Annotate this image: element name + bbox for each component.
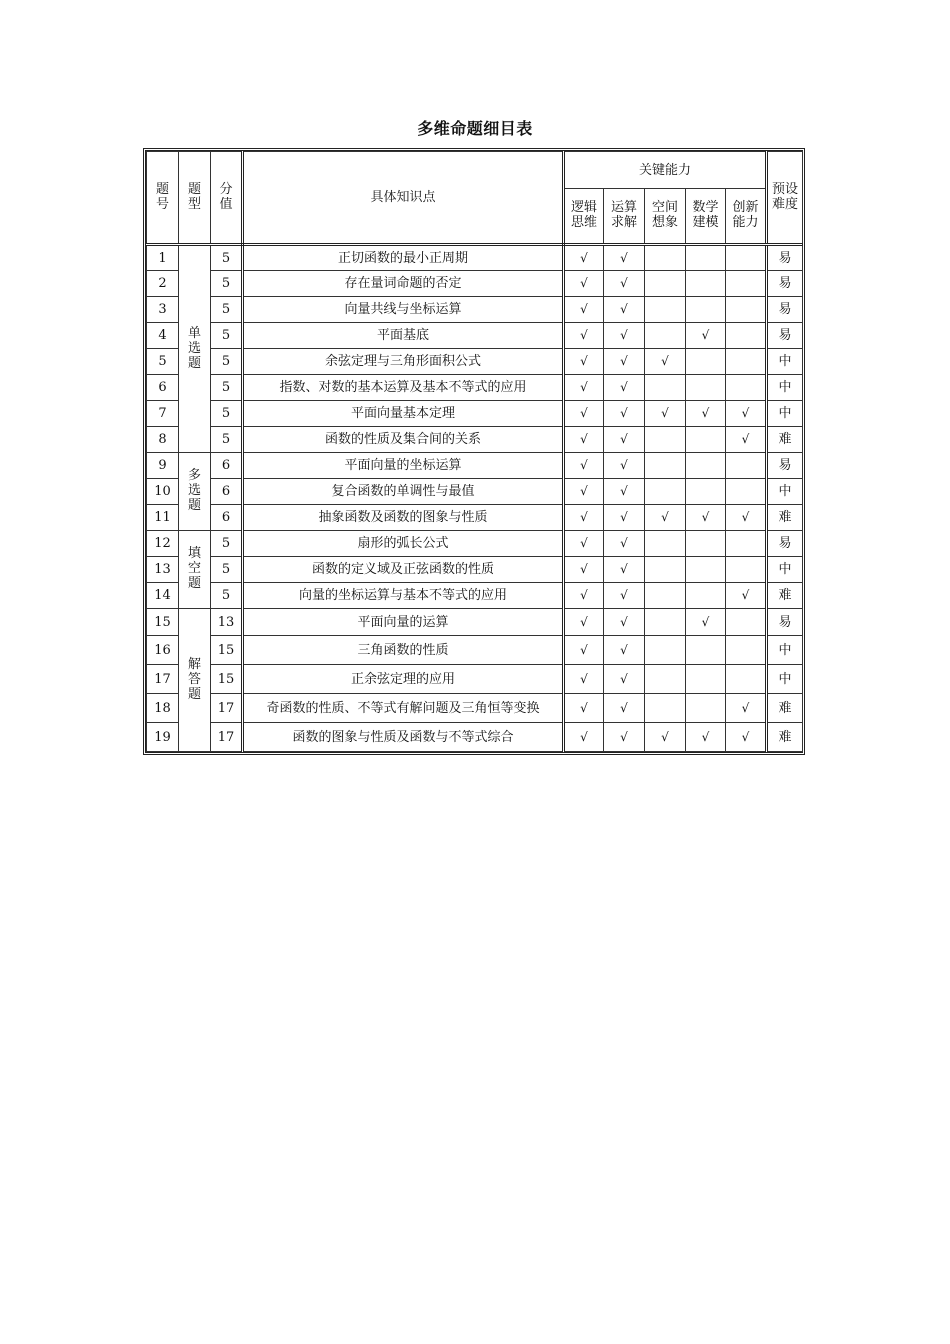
row-ability-cell <box>686 636 726 665</box>
check-icon: √ <box>620 354 628 368</box>
table-row <box>147 427 803 453</box>
check-icon: √ <box>741 588 750 602</box>
header-type: 题型 <box>179 152 211 245</box>
row-ability-cell <box>645 323 686 349</box>
check-icon: √ <box>580 510 588 524</box>
row-num: 11 <box>147 505 179 531</box>
row-ability-cell <box>604 271 645 297</box>
row-knowledge-point: 指数、对数的基本运算及基本不等式的应用 <box>243 375 564 401</box>
check-icon: √ <box>620 302 628 316</box>
check-icon: √ <box>741 510 750 524</box>
row-ability-cell <box>686 609 726 636</box>
row-knowledge-point: 复合函数的单调性与最值 <box>243 479 564 505</box>
row-ability-cell <box>604 297 645 323</box>
check-icon: √ <box>620 328 628 342</box>
check-icon: √ <box>580 614 588 629</box>
check-icon: √ <box>580 729 588 744</box>
header-ability-model: 数学建模 <box>686 189 726 245</box>
table-row <box>147 583 803 609</box>
row-score: 6 <box>211 505 243 531</box>
row-knowledge-point: 向量的坐标运算与基本不等式的应用 <box>243 583 564 609</box>
row-ability-cell <box>645 427 686 453</box>
check-icon: √ <box>661 354 669 368</box>
row-difficulty: 难 <box>767 694 803 723</box>
row-knowledge-point: 向量共线与坐标运算 <box>243 297 564 323</box>
table-row <box>147 297 803 323</box>
row-knowledge-point: 平面向量的坐标运算 <box>243 453 564 479</box>
table-row <box>147 349 803 375</box>
row-ability-cell <box>604 557 645 583</box>
row-knowledge-point: 函数的定义域及正弦函数的性质 <box>243 557 564 583</box>
row-score: 5 <box>211 323 243 349</box>
row-ability-cell <box>604 665 645 694</box>
row-score: 5 <box>211 583 243 609</box>
row-ability-cell <box>645 479 686 505</box>
row-ability-cell <box>564 636 604 665</box>
row-ability-cell <box>726 479 767 505</box>
check-icon: √ <box>620 406 628 420</box>
check-icon: √ <box>580 700 588 715</box>
row-ability-cell <box>686 323 726 349</box>
row-score: 5 <box>211 245 243 271</box>
row-ability-cell <box>726 297 767 323</box>
check-icon: √ <box>580 354 588 368</box>
check-icon: √ <box>741 729 750 744</box>
row-difficulty: 易 <box>767 453 803 479</box>
check-icon: √ <box>620 562 628 576</box>
table-body <box>147 245 803 752</box>
row-ability-cell <box>726 349 767 375</box>
row-score: 5 <box>211 531 243 557</box>
check-icon: √ <box>661 510 669 524</box>
row-ability-cell <box>726 609 767 636</box>
check-icon: √ <box>580 380 588 394</box>
row-ability-cell <box>645 609 686 636</box>
row-ability-cell <box>686 271 726 297</box>
check-icon: √ <box>580 328 588 342</box>
header-ability-logic: 逻辑思维 <box>564 189 604 245</box>
row-ability-cell <box>564 531 604 557</box>
header-ability-space: 空间想象 <box>645 189 686 245</box>
row-ability-cell <box>645 297 686 323</box>
row-ability-cell <box>645 723 686 752</box>
row-knowledge-point: 存在量词命题的否定 <box>243 271 564 297</box>
row-ability-cell <box>564 349 604 375</box>
spec-table-frame <box>143 148 805 755</box>
row-ability-cell <box>564 427 604 453</box>
row-num: 2 <box>147 271 179 297</box>
row-ability-cell <box>726 694 767 723</box>
check-icon: √ <box>620 700 628 715</box>
row-ability-cell <box>686 531 726 557</box>
table-row <box>147 271 803 297</box>
row-ability-cell <box>645 349 686 375</box>
check-icon: √ <box>580 432 588 446</box>
row-ability-cell <box>726 636 767 665</box>
row-num: 6 <box>147 375 179 401</box>
row-ability-cell <box>686 557 726 583</box>
row-difficulty: 易 <box>767 531 803 557</box>
row-ability-cell <box>645 453 686 479</box>
check-icon: √ <box>580 536 588 550</box>
header-ability-calc: 运算求解 <box>604 189 645 245</box>
check-icon: √ <box>580 302 588 316</box>
table-row <box>147 531 803 557</box>
row-score: 5 <box>211 557 243 583</box>
header-ability-innovate: 创新能力 <box>726 189 767 245</box>
row-ability-cell <box>645 665 686 694</box>
row-num: 10 <box>147 479 179 505</box>
row-ability-cell <box>604 479 645 505</box>
row-num: 7 <box>147 401 179 427</box>
check-icon: √ <box>620 614 628 629</box>
row-score: 5 <box>211 375 243 401</box>
row-type-group: 单选题 <box>179 245 211 453</box>
row-knowledge-point: 正切函数的最小正周期 <box>243 245 564 271</box>
table-row <box>147 245 803 271</box>
row-ability-cell <box>604 349 645 375</box>
row-ability-cell <box>726 531 767 557</box>
check-icon: √ <box>580 588 588 602</box>
row-ability-cell <box>604 636 645 665</box>
row-ability-cell <box>686 349 726 375</box>
row-ability-cell <box>686 427 726 453</box>
row-difficulty: 难 <box>767 583 803 609</box>
row-ability-cell <box>726 401 767 427</box>
check-icon: √ <box>741 700 750 715</box>
row-knowledge-point: 平面向量的运算 <box>243 609 564 636</box>
header-key-abilities: 关键能力 <box>564 152 767 189</box>
row-knowledge-point: 平面向量基本定理 <box>243 401 564 427</box>
header-score: 分值 <box>211 152 243 245</box>
row-knowledge-point: 平面基底 <box>243 323 564 349</box>
row-num: 5 <box>147 349 179 375</box>
row-ability-cell <box>604 505 645 531</box>
row-difficulty: 易 <box>767 323 803 349</box>
row-num: 18 <box>147 694 179 723</box>
check-icon: √ <box>620 458 628 472</box>
row-ability-cell <box>726 375 767 401</box>
row-ability-cell <box>564 271 604 297</box>
check-icon: √ <box>580 562 588 576</box>
row-score: 15 <box>211 636 243 665</box>
table-row <box>147 723 803 752</box>
row-ability-cell <box>564 723 604 752</box>
row-ability-cell <box>604 401 645 427</box>
row-difficulty: 易 <box>767 245 803 271</box>
table-row <box>147 665 803 694</box>
row-type-group: 多选题 <box>179 453 211 531</box>
row-ability-cell <box>686 479 726 505</box>
row-ability-cell <box>604 453 645 479</box>
row-ability-cell <box>604 323 645 349</box>
row-ability-cell <box>726 323 767 349</box>
row-ability-cell <box>564 609 604 636</box>
row-num: 13 <box>147 557 179 583</box>
row-ability-cell <box>645 694 686 723</box>
row-score: 13 <box>211 609 243 636</box>
row-num: 8 <box>147 427 179 453</box>
row-ability-cell <box>604 531 645 557</box>
row-type-group: 填空题 <box>179 531 211 609</box>
row-difficulty: 中 <box>767 401 803 427</box>
check-icon: √ <box>741 406 750 420</box>
row-num: 9 <box>147 453 179 479</box>
check-icon: √ <box>580 458 588 472</box>
row-ability-cell <box>564 401 604 427</box>
check-icon: √ <box>620 729 628 744</box>
row-ability-cell <box>564 479 604 505</box>
row-ability-cell <box>564 665 604 694</box>
row-ability-cell <box>686 401 726 427</box>
check-icon: √ <box>580 642 588 657</box>
row-num: 3 <box>147 297 179 323</box>
row-num: 16 <box>147 636 179 665</box>
row-score: 17 <box>211 694 243 723</box>
row-score: 5 <box>211 427 243 453</box>
row-ability-cell <box>686 297 726 323</box>
row-knowledge-point: 正余弦定理的应用 <box>243 665 564 694</box>
check-icon: √ <box>580 250 588 265</box>
row-ability-cell <box>686 245 726 271</box>
row-ability-cell <box>564 505 604 531</box>
row-num: 14 <box>147 583 179 609</box>
table-row <box>147 401 803 427</box>
check-icon: √ <box>620 484 628 498</box>
row-knowledge-point: 函数的性质及集合间的关系 <box>243 427 564 453</box>
row-type-group: 解答题 <box>179 609 211 752</box>
row-difficulty: 难 <box>767 723 803 752</box>
row-ability-cell <box>564 557 604 583</box>
row-ability-cell <box>564 297 604 323</box>
row-ability-cell <box>726 723 767 752</box>
row-ability-cell <box>645 375 686 401</box>
table-row <box>147 323 803 349</box>
header-difficulty: 预设难度 <box>767 152 803 245</box>
header-num: 题号 <box>147 152 179 245</box>
row-ability-cell <box>645 245 686 271</box>
table-row <box>147 557 803 583</box>
row-difficulty: 难 <box>767 505 803 531</box>
table-row <box>147 479 803 505</box>
check-icon: √ <box>620 671 628 686</box>
check-icon: √ <box>701 729 710 744</box>
row-ability-cell <box>645 271 686 297</box>
check-icon: √ <box>701 614 710 629</box>
row-knowledge-point: 函数的图象与性质及函数与不等式综合 <box>243 723 564 752</box>
row-difficulty: 难 <box>767 427 803 453</box>
row-score: 5 <box>211 401 243 427</box>
row-ability-cell <box>686 505 726 531</box>
row-ability-cell <box>726 271 767 297</box>
row-ability-cell <box>686 583 726 609</box>
row-ability-cell <box>604 375 645 401</box>
row-ability-cell <box>686 375 726 401</box>
row-score: 5 <box>211 297 243 323</box>
row-ability-cell <box>726 583 767 609</box>
check-icon: √ <box>620 536 628 550</box>
row-knowledge-point: 抽象函数及函数的图象与性质 <box>243 505 564 531</box>
row-ability-cell <box>726 453 767 479</box>
row-difficulty: 中 <box>767 375 803 401</box>
table-row <box>147 609 803 636</box>
page-title: 多维命题细目表 <box>417 119 533 138</box>
check-icon: √ <box>741 432 750 446</box>
row-knowledge-point: 扇形的弧长公式 <box>243 531 564 557</box>
row-num: 1 <box>147 245 179 271</box>
table-row <box>147 453 803 479</box>
table-row <box>147 694 803 723</box>
check-icon: √ <box>701 328 710 342</box>
row-ability-cell <box>726 245 767 271</box>
row-knowledge-point: 余弦定理与三角形面积公式 <box>243 349 564 375</box>
row-ability-cell <box>686 694 726 723</box>
row-ability-cell <box>564 245 604 271</box>
row-num: 12 <box>147 531 179 557</box>
check-icon: √ <box>580 276 588 290</box>
row-num: 15 <box>147 609 179 636</box>
row-difficulty: 中 <box>767 636 803 665</box>
row-ability-cell <box>726 505 767 531</box>
row-ability-cell <box>645 401 686 427</box>
table-row <box>147 375 803 401</box>
row-score: 5 <box>211 271 243 297</box>
spec-table <box>146 151 803 752</box>
check-icon: √ <box>620 510 628 524</box>
check-icon: √ <box>620 380 628 394</box>
row-knowledge-point: 奇函数的性质、不等式有解问题及三角恒等变换 <box>243 694 564 723</box>
row-ability-cell <box>604 583 645 609</box>
table-row <box>147 505 803 531</box>
row-ability-cell <box>645 505 686 531</box>
row-difficulty: 易 <box>767 609 803 636</box>
row-difficulty: 易 <box>767 297 803 323</box>
row-difficulty: 中 <box>767 479 803 505</box>
check-icon: √ <box>620 588 628 602</box>
table-row <box>147 636 803 665</box>
row-ability-cell <box>604 427 645 453</box>
row-ability-cell <box>726 557 767 583</box>
row-ability-cell <box>726 665 767 694</box>
check-icon: √ <box>580 406 588 420</box>
check-icon: √ <box>580 484 588 498</box>
row-num: 17 <box>147 665 179 694</box>
row-ability-cell <box>564 375 604 401</box>
row-ability-cell <box>604 609 645 636</box>
row-num: 19 <box>147 723 179 752</box>
row-difficulty: 中 <box>767 557 803 583</box>
row-ability-cell <box>564 323 604 349</box>
row-ability-cell <box>564 583 604 609</box>
row-ability-cell <box>686 665 726 694</box>
row-ability-cell <box>604 723 645 752</box>
check-icon: √ <box>620 642 628 657</box>
row-ability-cell <box>564 694 604 723</box>
check-icon: √ <box>661 729 669 744</box>
row-score: 5 <box>211 349 243 375</box>
row-ability-cell <box>686 453 726 479</box>
row-difficulty: 中 <box>767 349 803 375</box>
row-score: 6 <box>211 453 243 479</box>
check-icon: √ <box>701 406 710 420</box>
check-icon: √ <box>620 250 628 265</box>
row-ability-cell <box>726 427 767 453</box>
row-ability-cell <box>686 723 726 752</box>
row-ability-cell <box>645 557 686 583</box>
row-score: 17 <box>211 723 243 752</box>
check-icon: √ <box>620 276 628 290</box>
row-score: 15 <box>211 665 243 694</box>
row-ability-cell <box>645 583 686 609</box>
header-knowledge: 具体知识点 <box>243 152 564 245</box>
check-icon: √ <box>661 406 669 420</box>
row-ability-cell <box>564 453 604 479</box>
check-icon: √ <box>580 671 588 686</box>
row-ability-cell <box>604 245 645 271</box>
row-ability-cell <box>645 531 686 557</box>
check-icon: √ <box>701 510 710 524</box>
row-num: 4 <box>147 323 179 349</box>
row-difficulty: 中 <box>767 665 803 694</box>
row-score: 6 <box>211 479 243 505</box>
check-icon: √ <box>620 432 628 446</box>
row-knowledge-point: 三角函数的性质 <box>243 636 564 665</box>
row-difficulty: 易 <box>767 271 803 297</box>
row-ability-cell <box>645 636 686 665</box>
row-ability-cell <box>604 694 645 723</box>
